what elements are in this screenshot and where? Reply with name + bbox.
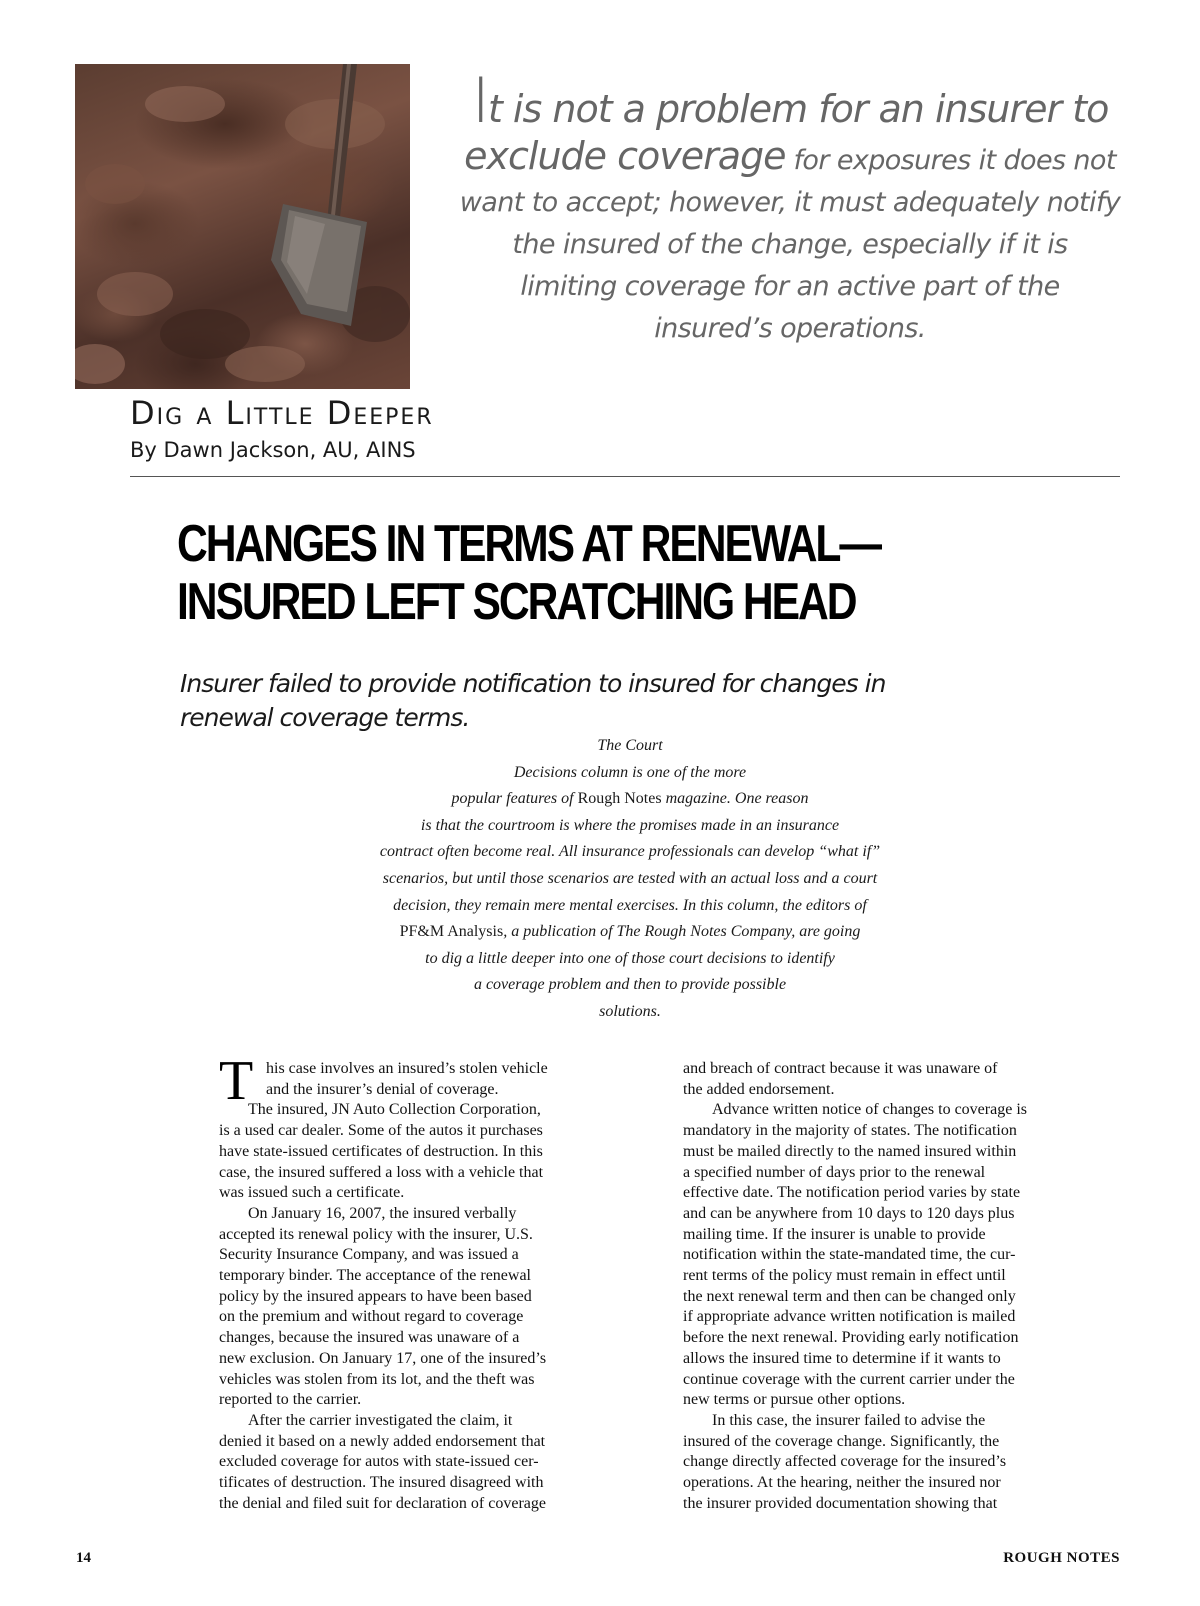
headline-line: INSURED LEFT SCRATCHING HEAD	[177, 573, 856, 631]
body-line: the insurer provided documentation showing that	[683, 1494, 998, 1512]
body-line: new terms or pursue other options.	[683, 1391, 906, 1409]
body-column-right	[683, 1059, 1123, 1514]
subhead-line: Insurer failed to provide notification to insured for changes in	[180, 669, 886, 698]
intro-line: Decisions column is one of the more	[513, 763, 747, 781]
body-line: before the next renewal. Providing early notification	[683, 1329, 1019, 1347]
subhead-line: renewal coverage terms.	[180, 703, 470, 732]
body-line: must be mailed directly to the named insured within	[683, 1142, 1017, 1160]
body-line: his case involves an insured’s stolen vehicle	[266, 1060, 548, 1077]
article-headline	[177, 515, 915, 631]
intro-line: is that the courtroom is where the promises made in an insurance	[420, 816, 840, 834]
body-line: case, the insured suffered a loss with a vehicle that	[219, 1163, 544, 1181]
body-line: and breach of contract because it was unaware of	[683, 1060, 998, 1077]
intro-line: The Court	[597, 737, 663, 754]
drop-cap: T	[219, 1050, 254, 1112]
body-line: and can be anywhere from 10 days to 120 days plus	[683, 1204, 1015, 1222]
intro-line: PF&M Analysis, a publication of The Rough Notes Company, are going	[399, 923, 861, 941]
intro-line: scenarios, but until those scenarios are tested with an actual loss and a court	[382, 869, 878, 887]
body-line: In this case, the insurer failed to advise the	[712, 1411, 986, 1429]
body-line: tificates of destruction. The insured disagreed with	[219, 1474, 544, 1492]
body-line: After the carrier investigated the claim, it	[248, 1411, 513, 1429]
article-subhead	[180, 667, 960, 735]
body-line: accepted its renewal policy with the insurer, U.S.	[219, 1225, 533, 1243]
body-line: a specified number of days prior to the renewal	[683, 1163, 986, 1181]
intro-line: a coverage problem and then to provide possible	[473, 976, 787, 994]
soil-shovel-photo	[75, 64, 410, 389]
pull-quote-initial: I	[471, 64, 488, 137]
pull-quote-line: want to accept; however, it must adequately notify	[459, 187, 1121, 218]
body-line: notification within the state-mandated time, the cur-	[683, 1246, 1016, 1264]
body-line: policy by the insured appears to have been based	[219, 1287, 532, 1305]
body-line: if appropriate advance written notification is mailed	[683, 1308, 1016, 1326]
body-line: operations. At the hearing, neither the insured nor	[683, 1474, 1001, 1492]
body-line: excluded coverage for autos with state-issued cer-	[219, 1453, 539, 1471]
pull-quote	[430, 64, 1150, 350]
magazine-title: Rough Notes	[577, 790, 662, 808]
intro-line: solutions.	[599, 1002, 661, 1020]
body-line: new exclusion. On January 17, one of the insured’s	[219, 1349, 547, 1367]
shovel-illustration	[75, 64, 410, 389]
body-line: vehicles was stolen from its lot, and the theft was	[219, 1370, 535, 1388]
publication-title: PF&M Analysis	[399, 923, 504, 941]
pull-quote-line: exclude coverage for exposures it does not	[464, 134, 1116, 178]
page-number: 14	[76, 1550, 91, 1566]
body-line: effective date. The notification period varies by state	[683, 1184, 1021, 1202]
body-line: is a used car dealer. Some of the autos it purchases	[219, 1122, 543, 1140]
body-line: temporary binder. The acceptance of the renewal	[219, 1267, 531, 1285]
body-line: was issued such a certificate.	[219, 1184, 405, 1202]
headline-line: CHANGES IN TERMS AT RENEWAL—	[177, 515, 881, 573]
intro-line: decision, they remain mere mental exercises. In this column, the editors of	[393, 896, 867, 914]
body-line: allows the insured time to determine if it wants to	[683, 1349, 1001, 1367]
body-line: Advance written notice of changes to coverage is	[712, 1101, 1027, 1119]
body-line: the denial and filed suit for declaration of coverage	[219, 1494, 546, 1512]
body-line: mandatory in the majority of states. The notification	[683, 1122, 1017, 1140]
pull-quote-line: It is not a problem for an insurer to	[471, 64, 1109, 137]
pull-quote-line: the insured of the change, especially if it is	[512, 229, 1068, 260]
body-line: change directly affected coverage for the insured’s	[683, 1453, 1007, 1471]
intro-line: contract often become real. All insurance professionals can develop “what if”	[379, 843, 881, 861]
body-line: Security Insurance Company, and was issued a	[219, 1246, 519, 1264]
body-column-left	[219, 1050, 659, 1514]
pull-quote-line: limiting coverage for an active part of the	[520, 271, 1060, 302]
body-line: reported to the carrier.	[219, 1391, 362, 1409]
body-line: insured of the coverage change. Significantly, the	[683, 1432, 1000, 1450]
body-line: and the insurer’s denial of coverage.	[266, 1080, 499, 1098]
body-line: changes, because the insured was unaware of a	[219, 1329, 520, 1347]
body-line: the next renewal term and then can be changed only	[683, 1287, 1016, 1305]
divider-rule	[130, 476, 1120, 477]
body-line: the added endorsement.	[683, 1080, 835, 1098]
byline: By Dawn Jackson, AU, AINS	[130, 438, 416, 462]
magazine-footer-name: ROUGH NOTES	[1003, 1550, 1120, 1566]
body-line: on the premium and without regard to coverage	[219, 1308, 524, 1326]
body-line: denied it based on a newly added endorsement that	[219, 1432, 546, 1450]
body-line: rent terms of the policy must remain in effect until	[683, 1267, 1006, 1285]
intro-line: popular features of Rough Notes magazine. One reason	[451, 790, 809, 808]
body-line: On January 16, 2007, the insured verbally	[248, 1204, 517, 1222]
body-line: mailing time. If the insurer is unable to provide	[683, 1225, 986, 1243]
body-line: have state-issued certificates of destruction. In this	[219, 1142, 543, 1160]
intro-line: to dig a little deeper into one of those court decisions to identify	[425, 949, 835, 967]
column-title: Dig a Little Deeper	[130, 394, 434, 432]
body-line: continue coverage with the current carrier under the	[683, 1370, 1015, 1388]
column-intro	[300, 733, 960, 1026]
pull-quote-line: insured’s operations.	[654, 313, 926, 344]
body-line: The insured, JN Auto Collection Corporation,	[248, 1101, 541, 1119]
